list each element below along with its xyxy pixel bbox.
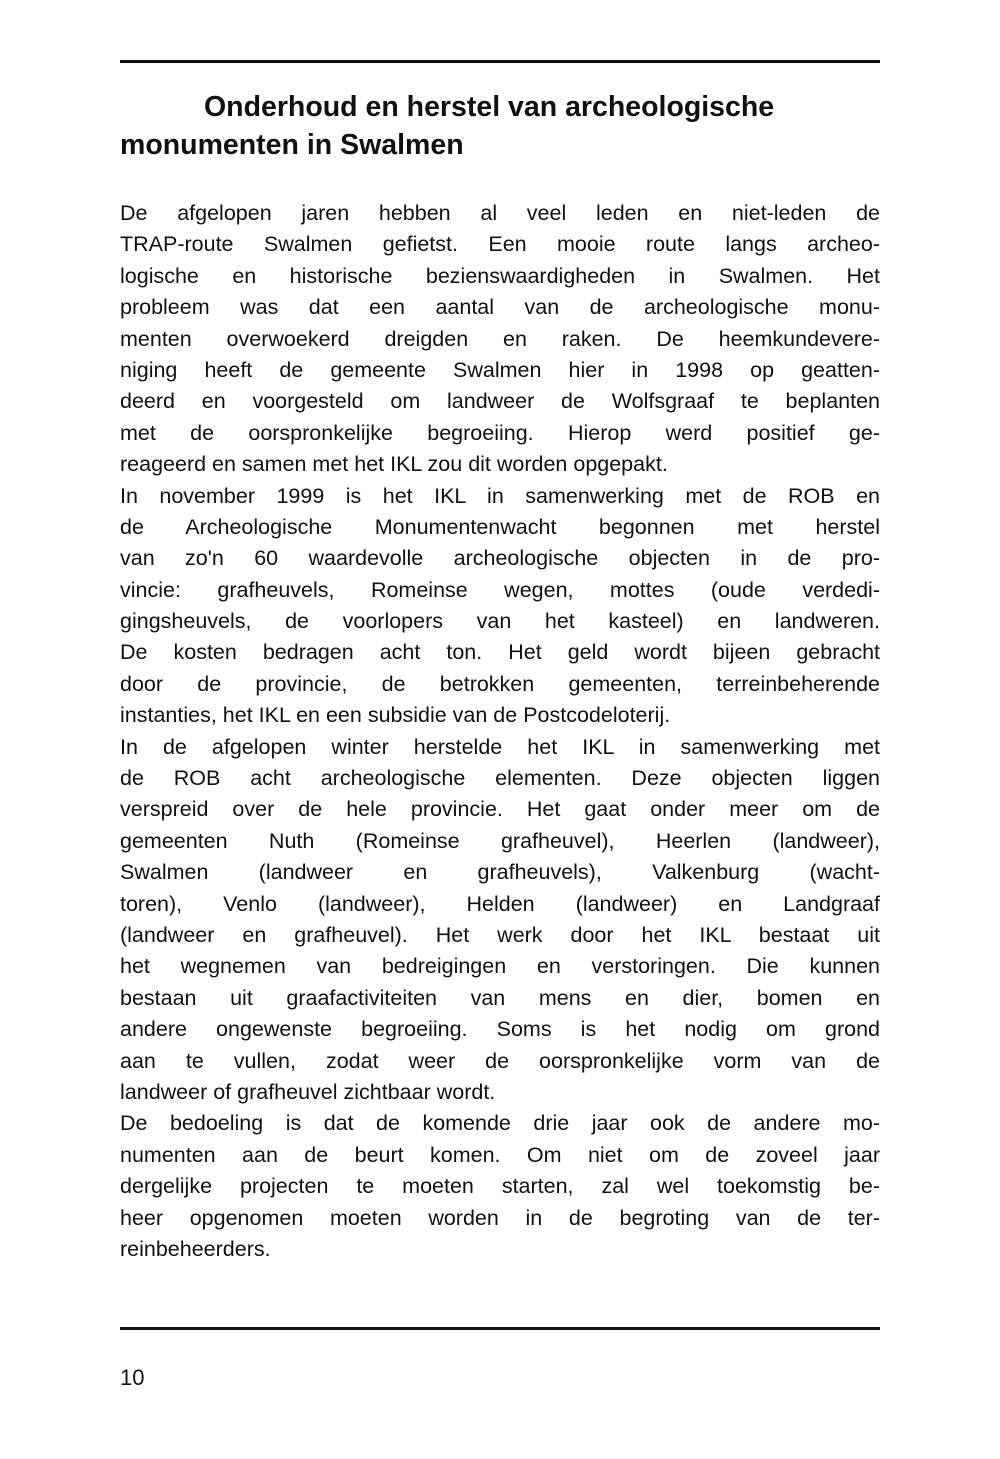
body-line: gingsheuvels, de voorlopers van het kasteel) en landweren. bbox=[120, 609, 880, 634]
body-line: Swalmen (landweer en grafheuvels), Valkenburg (wacht- bbox=[120, 860, 880, 885]
body-line: landweer of grafheuvel zichtbaar wordt. bbox=[120, 1079, 496, 1104]
title-line-1: Onderhoud en herstel van archeologische bbox=[204, 91, 775, 123]
body-line: De kosten bedragen acht ton. Het geld wordt bijeen gebracht bbox=[120, 640, 880, 665]
body-line: gemeenten Nuth (Romeinse grafheuvel), Heerlen (landweer), bbox=[120, 828, 880, 853]
body-line: verspreid over de hele provincie. Het gaat onder meer om de bbox=[120, 797, 880, 822]
body-line: de Archeologische Monumentenwacht begonnen met herstel bbox=[120, 514, 880, 539]
body-line: dergelijke projecten te moeten starten, zal wel toekomstig be- bbox=[120, 1174, 880, 1199]
page-number: 10 bbox=[120, 1365, 145, 1390]
body-line: numenten aan de beurt komen. Om niet om de zoveel jaar bbox=[120, 1142, 880, 1167]
body-line: bestaan uit graafactiviteiten van mens en dier, bomen en bbox=[120, 985, 880, 1010]
body-line: reinbeheerders. bbox=[120, 1236, 271, 1261]
body-line: de ROB acht archeologische elementen. Deze objecten liggen bbox=[120, 766, 880, 791]
body-line: toren), Venlo (landweer), Helden (landweer) en Landgraaf bbox=[120, 891, 880, 916]
body-line: TRAP-route Swalmen gefietst. Een mooie route langs archeo- bbox=[120, 232, 880, 257]
body-line: probleem was dat een aantal van de archeologische monu- bbox=[120, 295, 880, 320]
body-line: met de oorspronkelijke begroeiing. Hierop werd positief ge- bbox=[120, 420, 880, 445]
top-rule bbox=[120, 60, 880, 63]
body-line: De afgelopen jaren hebben al veel leden en niet-leden de bbox=[120, 201, 880, 225]
body-line: instanties, het IKL en een subsidie van de Postcodeloterij. bbox=[120, 703, 671, 728]
body-line: In november 1999 is het IKL in samenwerking met de ROB en bbox=[120, 483, 880, 508]
body-line: reageerd en samen met het IKL zou dit worden opgepakt. bbox=[120, 452, 668, 477]
body-line: menten overwoekerd dreigden en raken. De heemkundevere- bbox=[120, 326, 880, 351]
body-line: niging heeft de gemeente Swalmen hier in 1998 op geatten- bbox=[120, 357, 880, 382]
body-line: deerd en voorgesteld om landweer de Wolfsgraaf te beplanten bbox=[120, 389, 880, 414]
title-line-2: monumenten in Swalmen bbox=[120, 129, 464, 161]
body-line: andere ongewenste begroeiing. Soms is het nodig om grond bbox=[120, 1017, 880, 1042]
body-line: van zo'n 60 waardevolle archeologische objecten in de pro- bbox=[120, 546, 880, 571]
body-line: vincie: grafheuvels, Romeinse wegen, mottes (oude verdedi- bbox=[120, 577, 880, 602]
body-line: In de afgelopen winter herstelde het IKL in samenwerking met bbox=[120, 734, 880, 759]
body-line: logische en historische bezienswaardigheden in Swalmen. Het bbox=[120, 263, 880, 288]
article-body bbox=[120, 198, 880, 1265]
bottom-rule bbox=[120, 1327, 880, 1330]
body-line: door de provincie, de betrokken gemeenten, terreinbeherende bbox=[120, 671, 880, 696]
body-line: heer opgenomen moeten worden in de begroting van de ter- bbox=[120, 1205, 880, 1230]
body-line: De bedoeling is dat de komende drie jaar ook de andere mo- bbox=[120, 1111, 880, 1136]
article-title bbox=[120, 88, 880, 164]
body-line: (landweer en grafheuvel). Het werk door het IKL bestaat uit bbox=[120, 922, 880, 947]
body-line: het wegnemen van bedreigingen en verstoringen. Die kunnen bbox=[120, 954, 880, 979]
body-line: aan te vullen, zodat weer de oorspronkelijke vorm van de bbox=[120, 1048, 880, 1073]
